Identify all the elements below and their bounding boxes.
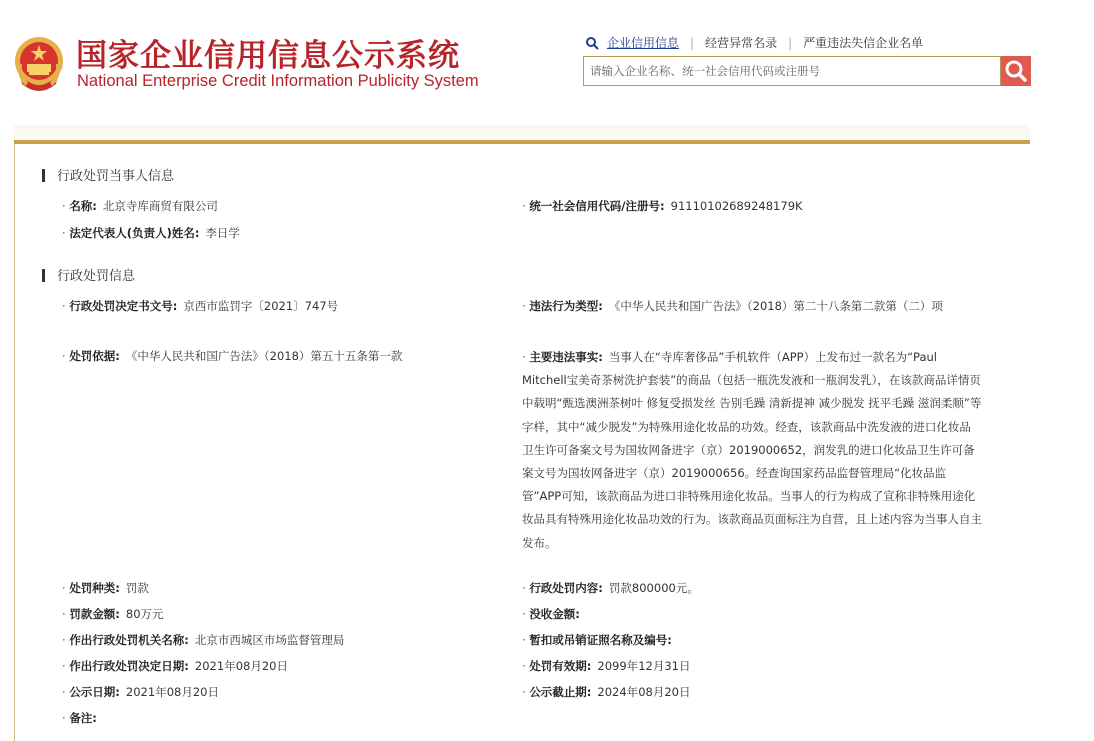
field-license: [522, 630, 678, 651]
field-label: · 公示截止期:: [522, 685, 591, 699]
section-title-penalty: [42, 265, 135, 284]
gold-divider: [14, 140, 1030, 144]
nav-divider: |: [788, 35, 793, 50]
site-subtitle: National Enterprise Credit Information Publicity System: [77, 72, 479, 90]
header-strip: [14, 125, 1030, 140]
field-fine-amount: [62, 604, 164, 625]
search-input[interactable]: [584, 57, 990, 85]
field-value: 2021年08月20日: [125, 685, 219, 699]
field-penalty-content: [522, 578, 699, 599]
site-title: 国家企业信用信息公示系统: [76, 38, 460, 74]
content-border: [14, 144, 15, 741]
nav-dishonest-list[interactable]: 严重违法失信企业名单: [803, 36, 924, 50]
field-label: · 罚款金额:: [62, 607, 120, 621]
field-legal-rep: [62, 223, 240, 244]
section-title-text: 行政处罚当事人信息: [57, 169, 175, 184]
field-label: · 违法行为类型:: [522, 299, 603, 313]
field-name: [62, 196, 218, 217]
field-value: 80万元: [125, 607, 164, 621]
field-label: · 处罚种类:: [62, 581, 120, 595]
national-emblem-icon: [12, 34, 66, 92]
field-label: · 统一社会信用代码/注册号:: [522, 199, 665, 213]
search-box: [583, 56, 1001, 86]
field-label: · 作出行政处罚机关名称:: [62, 633, 189, 647]
field-value: 罚款: [125, 581, 149, 595]
field-valid-until: [522, 656, 690, 677]
field-value: 李日学: [205, 226, 240, 240]
field-value: 2099年12月31日: [597, 659, 691, 673]
field-basis: [62, 346, 402, 367]
section-title-text: 行政处罚信息: [57, 269, 136, 284]
field-penalty-type: [62, 578, 149, 599]
section-marker: [42, 169, 45, 182]
field-publish-date: [62, 682, 219, 703]
field-value: 北京寺库商贸有限公司: [102, 199, 218, 213]
nav-abnormal-list[interactable]: 经营异常名录: [705, 36, 778, 50]
field-label: · 主要违法事实:: [522, 350, 603, 364]
field-authority: [62, 630, 344, 651]
field-label: · 法定代表人(负责人)姓名:: [62, 226, 199, 240]
field-value: 2024年08月20日: [597, 685, 691, 699]
field-label: · 作出行政处罚决定日期:: [62, 659, 189, 673]
field-value: 当事人在“寺库奢侈品”手机软件（APP）上发布过一款名为“Paul Mitchell宝美奇茶树洗护套装”的商品（包括一瓶洗发液和一瓶润发乳），在该款商品详情页中载明“甄选澳洲茶树叶 修复受损发丝 告别毛躁 清新提神 减少脱发 抚平毛躁 滋润柔顺”等字样，其中“减少脱发”为特殊用途化妆品的功效。经查，该款商品中洗发液的进口化妆品卫生许可备案文号为国妆网备进字（京）2019000652，润发乳的进口化妆品卫生许可备案文号为国妆网备进字（京）2019000656。经查询国家药品监督管理局“化妆品监管”APP可知，该款商品为进口非特殊用途化妆品。当事人的行为构成了宣称非特殊用途化妆品具有特殊用途化妆品功效的行为。该款商品页面标注为自营，且上述内容为当事人自主发布。: [522, 350, 982, 550]
site-header: [0, 0, 1094, 125]
field-main-facts: [522, 346, 982, 555]
field-label: · 处罚有效期:: [522, 659, 591, 673]
field-value: 京西市监罚字〔2021〕747号: [183, 299, 339, 313]
field-label: · 没收金额:: [522, 607, 580, 621]
field-label: · 行政处罚决定书文号:: [62, 299, 177, 313]
search-button[interactable]: [1001, 56, 1031, 86]
field-label: · 行政处罚内容:: [522, 581, 603, 595]
field-label: · 处罚依据:: [62, 349, 120, 363]
search-icon: [1001, 56, 1031, 86]
field-label: · 暂扣或吊销证照名称及编号:: [522, 633, 672, 647]
nav-enterprise-credit[interactable]: 企业信用信息: [607, 36, 680, 50]
field-publish-end: [522, 682, 690, 703]
section-title-party: [42, 165, 174, 184]
field-value: 《中华人民共和国广告法》（2018）第二十八条第二款第（二）项: [608, 299, 943, 313]
field-value: 91110102689248179K: [670, 199, 803, 213]
field-label: · 公示日期:: [62, 685, 120, 699]
field-violation-type: [522, 296, 964, 317]
magnifier-icon: [585, 36, 599, 50]
top-nav: [585, 34, 923, 51]
field-decision-date: [62, 656, 288, 677]
field-value: 北京市西城区市场监督管理局: [194, 633, 345, 647]
field-value: 《中华人民共和国广告法》（2018）第五十五条第一款: [125, 349, 403, 363]
field-value: 2021年08月20日: [194, 659, 288, 673]
field-remark: [62, 708, 103, 729]
field-value: 罚款800000元。: [608, 581, 699, 595]
field-label: · 备注:: [62, 711, 97, 725]
field-label: · 名称:: [62, 199, 97, 213]
nav-divider: |: [690, 35, 695, 50]
field-doc-number: [62, 296, 338, 317]
field-confiscation: [522, 604, 586, 625]
section-marker: [42, 269, 45, 282]
field-credit-code: [522, 196, 803, 217]
